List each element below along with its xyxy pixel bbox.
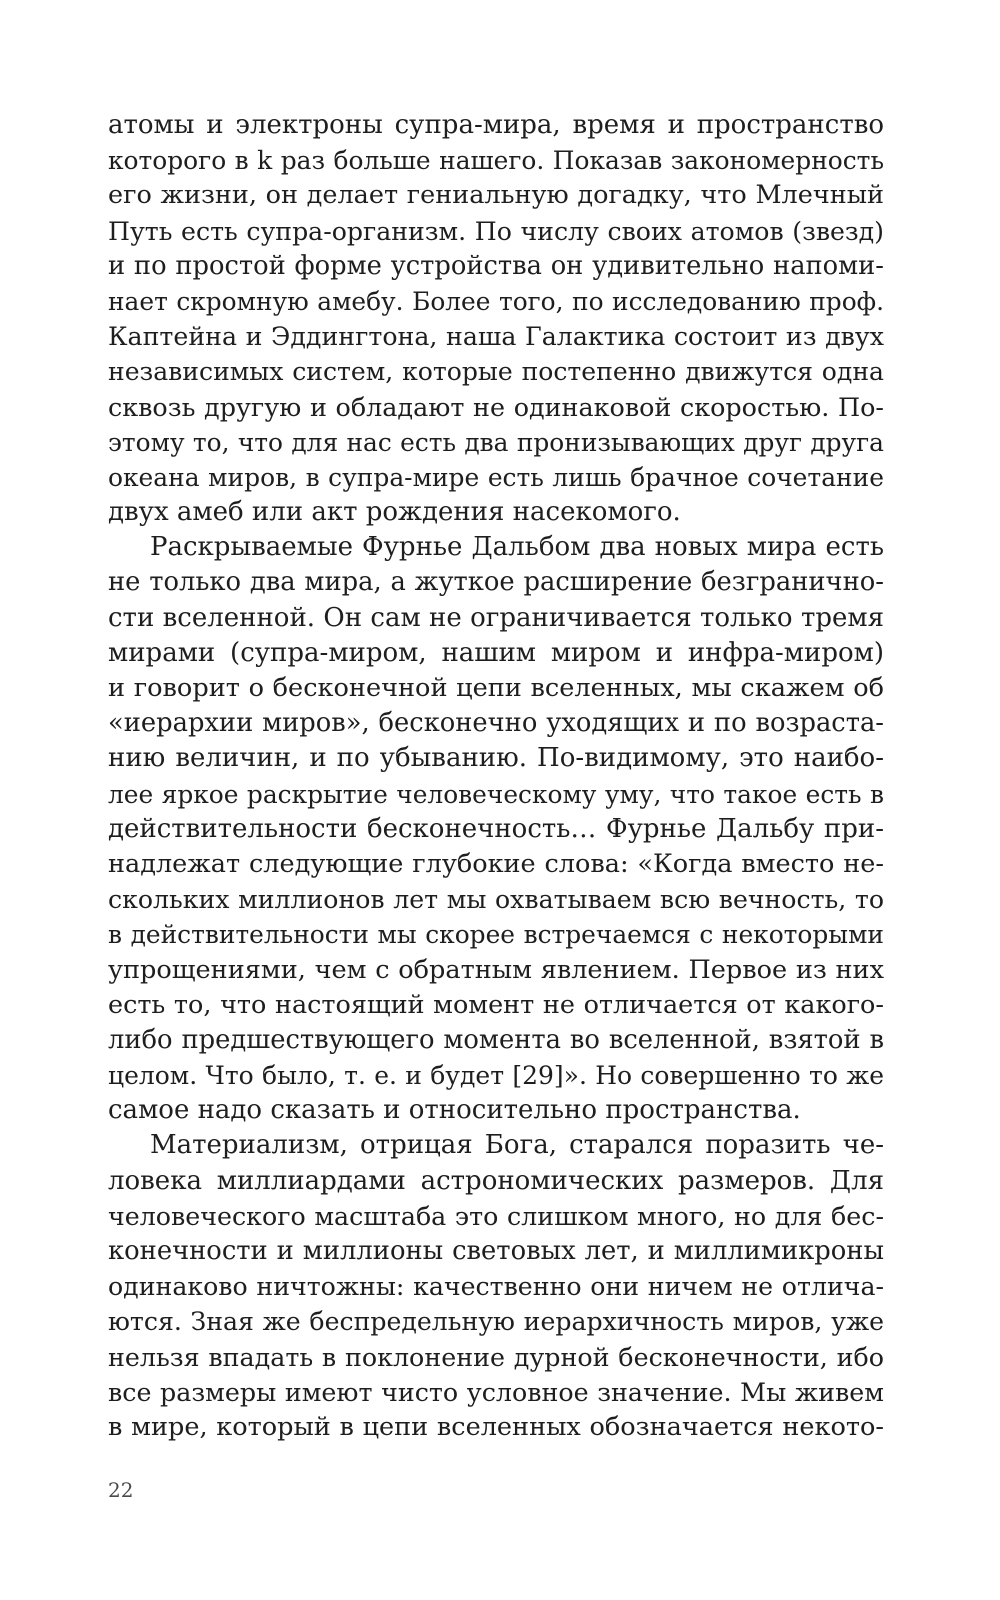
text-line: «иерархии миров», бесконечно уходящих и по возраста-: [108, 708, 884, 739]
text-line: не только два мира, а жуткое расширение безгранично-: [108, 567, 884, 598]
text-line: конечности и миллионы световых лет, и миллимикроны: [108, 1236, 884, 1266]
text-line: Каптейна и Эддингтона, наша Галактика состоит из двух: [108, 322, 884, 352]
text-line: все размеры имеют чисто условное значение. Мы живем: [108, 1376, 884, 1407]
page-number: 22: [108, 1478, 134, 1502]
text-line: которого в k раз больше нашего. Показав закономерность: [108, 146, 884, 176]
text-line: его жизни, он делает гениальную догадку, что Млечный: [108, 180, 884, 211]
text-line: есть то, что настоящий момент не отличается от какого-: [108, 989, 884, 1020]
text-line: нает скромную амебу. Более того, по исследованию проф.: [108, 286, 884, 316]
text-line: Материализм, отрицая Бога, старался поразить че-: [150, 1130, 884, 1161]
text-line: Путь есть супра-организм. По числу своих атомов (звезд): [108, 216, 884, 246]
text-line: лее яркое раскрытие человеческому уму, что такое есть в: [108, 779, 884, 809]
text-line: независимых систем, которые постепенно движутся одна: [108, 357, 884, 387]
text-line: упрощениями, чем с обратным явлением. Первое из них: [108, 954, 884, 985]
text-line: мирами (супра-миром, нашим миром и инфра-миром): [108, 637, 884, 668]
text-line: Раскрываемые Фурнье Дальбом два новых мира есть: [150, 532, 884, 563]
text-line: в действительности мы скорее встречаемся с некоторыми: [108, 920, 884, 950]
text-line: и по простой форме устройства он удивительно напоми-: [108, 250, 884, 281]
text-line: океана миров, в супра-мире есть лишь брачное сочетание: [108, 462, 884, 492]
text-line: нельзя впадать в поклонение дурной бесконечности, ибо: [108, 1341, 884, 1372]
text-line: одинаково ничтожны: качественно они ничем не отлича-: [108, 1272, 884, 1302]
body-text: [108, 108, 884, 1445]
text-line: атомы и электроны супра-мира, время и пространство: [108, 110, 884, 140]
text-line: самое надо сказать и относительно пространства.: [108, 1095, 801, 1126]
text-line: действительности бесконечность… Фурнье Дальбу при-: [108, 813, 884, 844]
text-line: нию величин, и по убыванию. По-видимому, это наибо-: [108, 743, 884, 774]
text-line: в мире, который в цепи вселенных обозначается некото-: [108, 1411, 884, 1442]
text-line: сти вселенной. Он сам не ограничивается только тремя: [108, 602, 884, 633]
text-line: надлежат следующие глубокие слова: «Когда вместо не-: [108, 848, 884, 879]
text-line: либо предшествующего момента во вселенной, взятой в: [108, 1024, 884, 1055]
text-line: человеческого масштаба это слишком много, но для бес-: [108, 1200, 884, 1231]
text-line: ловека миллиардами астрономических размеров. Для: [108, 1165, 884, 1196]
text-line: и говорит о бесконечной цепи вселенных, мы скажем об: [108, 673, 884, 703]
text-line: двух амеб или акт рождения насекомого.: [108, 497, 681, 528]
text-line: скольких миллионов лет мы охватываем всю вечность, то: [108, 885, 884, 915]
text-line: целом. Что было, т. е. и будет [29]». Но совершенно то же: [108, 1061, 884, 1091]
text-line: этому то, что для нас есть два пронизывающих друг друга: [108, 427, 884, 457]
text-line: сквозь другую и обладают не одинаковой скоростью. По-: [108, 391, 884, 422]
text-line: ются. Зная же беспредельную иерархичность миров, уже: [108, 1307, 884, 1337]
